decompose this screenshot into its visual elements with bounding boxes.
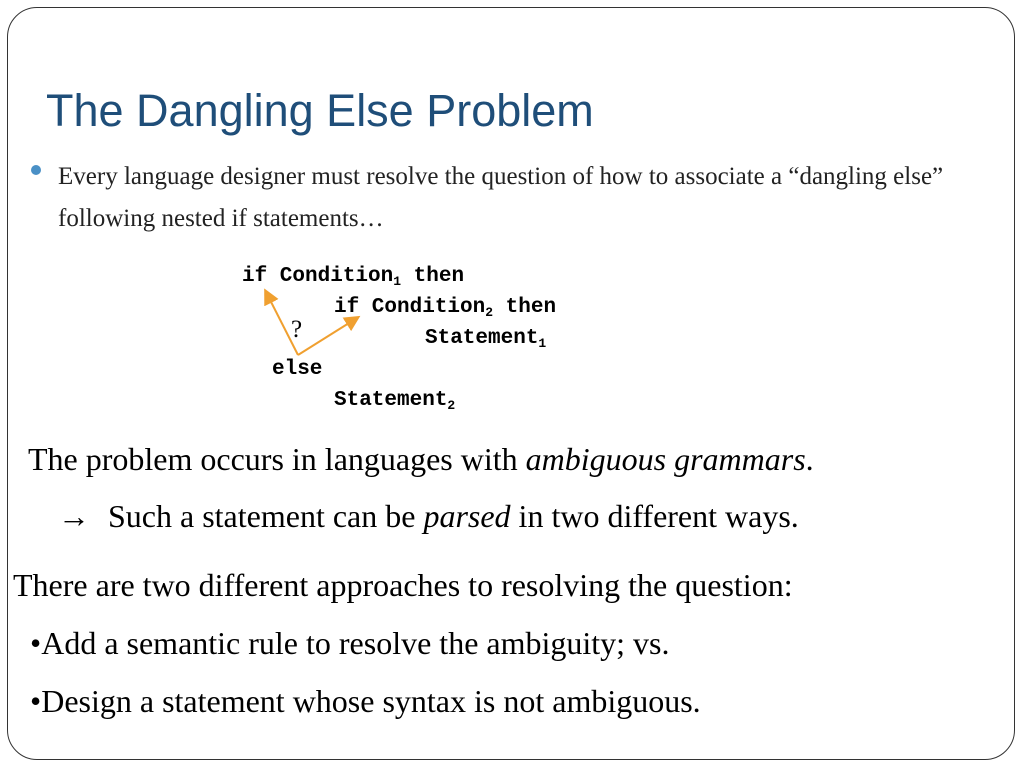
code-line-5-text: Statement bbox=[334, 389, 448, 412]
code-line-2-then: then bbox=[493, 296, 557, 319]
code-line-2-text: if Condition bbox=[334, 296, 486, 319]
consequence-text: Such a statement can be bbox=[108, 498, 424, 534]
code-line-1-subscript: 1 bbox=[393, 274, 402, 289]
consequence-emphasis: parsed bbox=[423, 498, 511, 534]
approaches-heading: There are two different approaches to resolving the question: bbox=[13, 567, 793, 603]
bullet-icon: • bbox=[30, 683, 42, 719]
code-line-3-text: Statement bbox=[425, 327, 539, 350]
right-arrow-icon: → bbox=[58, 498, 90, 534]
code-line-2-subscript: 2 bbox=[485, 305, 494, 320]
code-line-3-subscript: 1 bbox=[538, 336, 547, 351]
problem-emphasis: ambiguous grammars bbox=[525, 441, 806, 477]
code-line-1-text: if Condition bbox=[242, 265, 394, 288]
problem-text: The problem occurs in languages with bbox=[28, 441, 526, 477]
approach-item bbox=[30, 627, 670, 659]
slide-title: The Dangling Else Problem bbox=[46, 85, 594, 136]
code-line-4: else bbox=[272, 358, 323, 381]
arrow-to-if2 bbox=[298, 318, 357, 355]
problem-period: . bbox=[805, 441, 814, 477]
consequence-statement bbox=[58, 500, 799, 532]
approach-item bbox=[30, 685, 701, 717]
intro-text: Every language designer must resolve the question of how to associate a “dangling else” following nested if statements… bbox=[58, 163, 944, 232]
approach-text: Design a statement whose syntax is not ambiguous. bbox=[41, 683, 701, 719]
consequence-end: in two different ways. bbox=[510, 498, 799, 534]
code-line-1-then: then bbox=[401, 265, 465, 288]
approach-text: Add a semantic rule to resolve the ambiguity; vs. bbox=[41, 625, 670, 661]
question-mark: ? bbox=[291, 316, 303, 343]
arrow-to-if1 bbox=[266, 292, 298, 355]
problem-statement bbox=[28, 443, 814, 475]
code-line-5-subscript: 2 bbox=[447, 398, 456, 413]
bullet-icon: • bbox=[30, 625, 42, 661]
